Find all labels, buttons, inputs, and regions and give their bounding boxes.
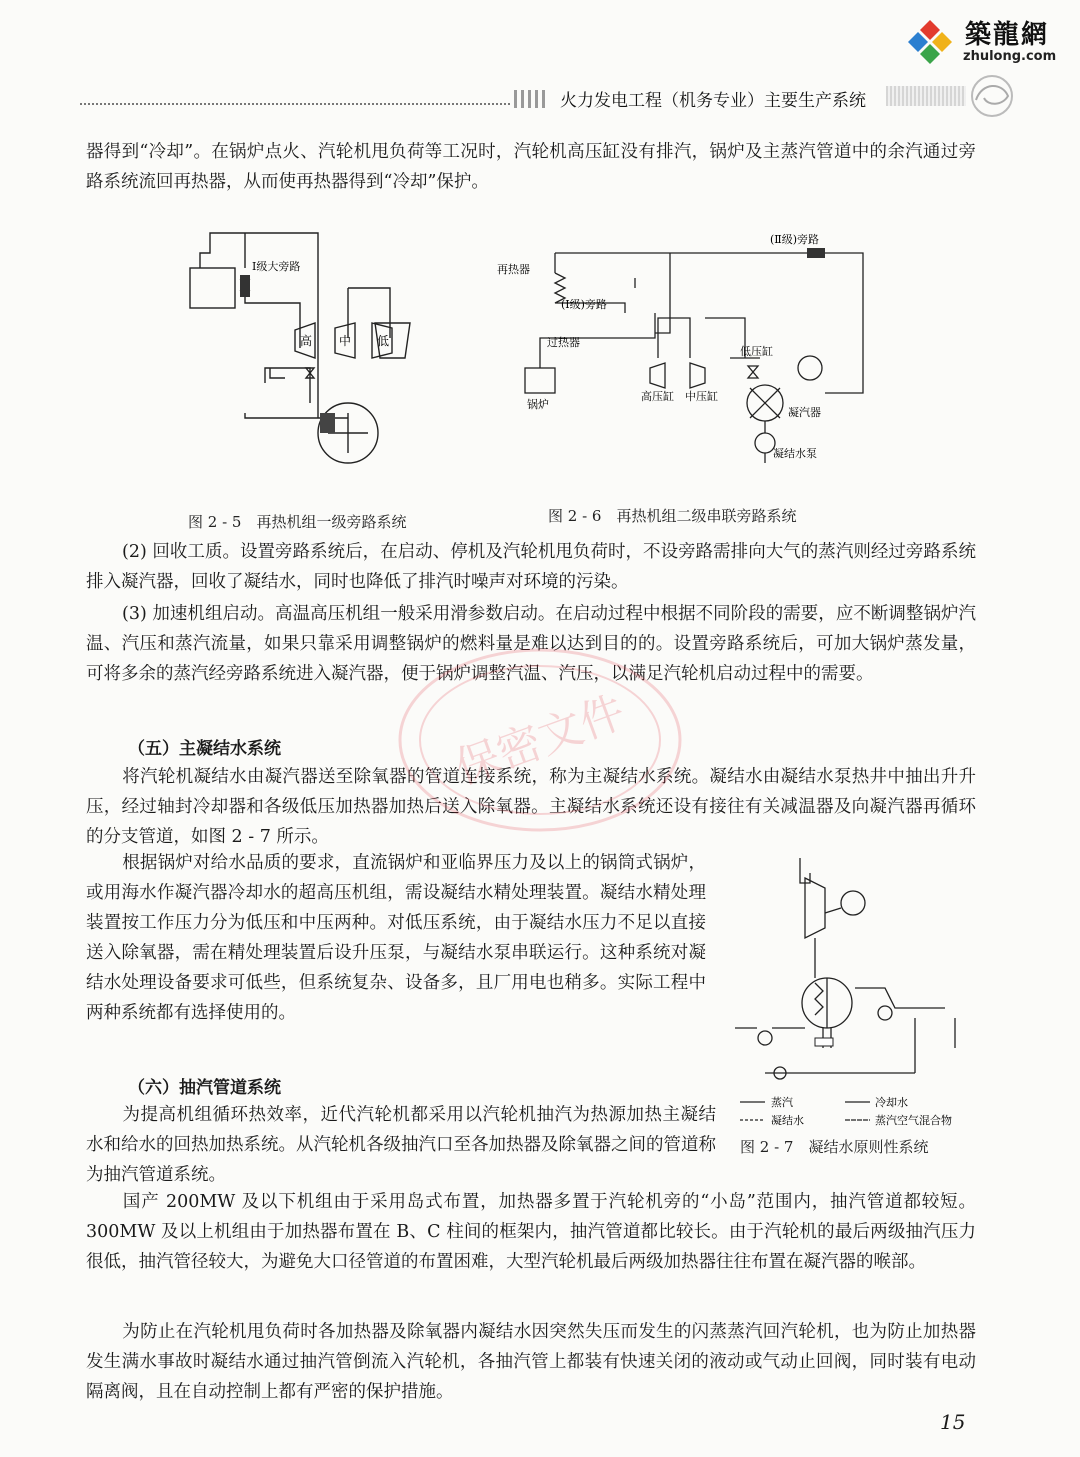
- heading-extraction-system: （六）抽汽管道系统: [128, 1078, 281, 1098]
- paragraph-condensate-intro: 将汽轮机凝结水由凝汽器送至除氧器的管道连接系统，称为主凝结水系统。凝结水由凝结水泵热井中抽出升升压，经过轴封冷却器和各级低压加热器加热后送入除氧器。主凝结水系统还设有接往有关减温器及向凝汽器再循环的分支管道，如图 2 - 7 所示。: [86, 767, 976, 847]
- page-number: 15: [940, 1410, 966, 1434]
- fig25-label-bypass: Ⅰ级大旁路: [252, 260, 301, 273]
- fig26-label-hp: 高压缸: [641, 390, 674, 403]
- fig26-label-superheater: 过热器: [547, 336, 580, 349]
- fig27-legend-condensate: 凝结水: [771, 1114, 804, 1127]
- fig26-label-condenser: 凝汽器: [788, 406, 821, 419]
- fig25-label-hp: 高: [300, 334, 313, 348]
- header-pattern-ornament: [886, 86, 966, 106]
- header-dotted-rule: [80, 103, 510, 105]
- paragraph-recover-medium: (2) 回收工质。设置旁路系统后，在启动、停机及汽轮机甩负荷时，不设旁路需排向大气的蒸汽则经过旁路系统排入凝汽器，回收了凝结水，同时也降低了排汽时噪声对环境的污染。: [86, 542, 976, 592]
- paragraph-polishing: 根据锅炉对给水品质的要求，直流锅炉和亚临界压力及以上的锅筒式锅炉，或用海水作凝汽器冷却水的超高压机组，需设凝结水精处理装置。凝结水精处理装置按工作压力分为低压和中压两种。对低压系统，由于凝结水压力不足以直接送入除氧器，需在精处理装置后设升压泵，与凝结水泵串联运行。这种系统对凝结水处理设备要求可低些，但系统复杂、设备多，且厂用电也稍多。实际工程中两种系统都有选择使用的。: [86, 853, 706, 1023]
- stamp-text: 保密文件: [448, 686, 632, 795]
- fig27-legend-mixture: 蒸汽空气混合物: [875, 1114, 952, 1127]
- paragraph-check-valves: 为防止在汽轮机甩负荷时各加热器及除氧器内凝结水因突然失压而发生的闪蒸蒸汽回汽轮机，也为防止加热器发生满水事故时凝结水通过抽汽管倒流入汽轮机，各抽汽管上都装有快速关闭的液动或气动止回阀，同时装有电动隔离阀，且在自动控制上都有严密的保护措施。: [86, 1322, 976, 1402]
- header-swirl-ornament: [968, 72, 1016, 120]
- paragraph-reheater-cooling: 器得到“冷却”。在锅炉点火、汽轮机甩负荷等工况时，汽轮机高压缸没有排汽，锅炉及主蒸汽管道中的余汽通过旁路系统流回再热器，从而使再热器得到“冷却”保护。: [86, 142, 976, 192]
- heading-condensate-system: （五）主凝结水系统: [128, 739, 281, 759]
- figure-2-6-diagram: [495, 228, 875, 473]
- paragraph-accelerate-start: (3) 加速机组启动。高温高压机组一般采用滑参数启动。在启动过程中根据不同阶段的需要，应不断调整锅炉汽温、汽压和蒸汽流量，如果只靠采用调整锅炉的燃料量是难以达到目的的。设置旁路系统后，可加大锅炉蒸发量，可将多余的蒸汽经旁路系统进入凝汽器，便于锅炉调整汽温、汽压，以满足汽轮机启动过程中的需要。: [86, 604, 976, 684]
- fig27-legend-steam: 蒸汽: [771, 1096, 793, 1109]
- fig26-label-lp: 低压缸: [740, 345, 773, 358]
- fig26-label-pump: 凝结水泵: [773, 447, 817, 460]
- fig25-label-ip: 中: [339, 334, 352, 348]
- header-bars-ornament: [512, 88, 554, 110]
- confidential-stamp-icon: [390, 640, 690, 840]
- logo-chinese-text: 築龍網: [965, 20, 1050, 50]
- zhulong-logo-icon: [905, 18, 955, 64]
- fig26-label-bypass2: (Ⅱ级)旁路: [770, 233, 820, 246]
- figure-2-6-caption: 图 2 - 6 再热机组二级串联旁路系统: [548, 507, 797, 525]
- fig26-label-bypass1: (Ⅰ级)旁路: [561, 298, 607, 311]
- fig26-label-reheater: 再热器: [497, 263, 530, 276]
- logo-english-text: zhulong.com: [963, 49, 1057, 64]
- fig26-label-boiler: 锅炉: [527, 398, 549, 411]
- figure-2-5-diagram: [180, 228, 430, 498]
- paragraph-extraction-intro: 为提高机组循环热效率，近代汽轮机都采用以汽轮机抽汽为热源加热主凝结水和给水的回热加热系统。从汽轮机各级抽汽口至各加热器及除氧器之间的管道称为抽汽管道系统。: [86, 1105, 716, 1185]
- running-header-title: 火力发电工程（机务专业）主要生产系统: [560, 91, 866, 111]
- fig26-label-ip: 中压缸: [685, 390, 718, 403]
- fig27-legend-cooling: 冷却水: [875, 1096, 908, 1109]
- fig25-label-lp: 低: [377, 334, 390, 348]
- figure-2-5-caption: 图 2 - 5 再热机组一级旁路系统: [188, 513, 407, 531]
- figure-2-7-caption: 图 2 - 7 凝结水原则性系统: [740, 1138, 929, 1156]
- paragraph-island-layout: 国产 200MW 及以下机组由于采用岛式布置，加热器多置于汽轮机旁的“小岛”范围内，抽汽管道都较短。300MW 及以上机组由于加热器布置在 B、C 柱间的框架内，抽汽管道都比较长。由于汽轮机的最后两级抽汽压力很低，抽汽管径较大，为避免大口径管道的布置困难，大型汽轮机最后两级加热器往往布置在凝汽器的喉部。: [86, 1192, 976, 1272]
- figure-2-7-diagram: [735, 858, 975, 1128]
